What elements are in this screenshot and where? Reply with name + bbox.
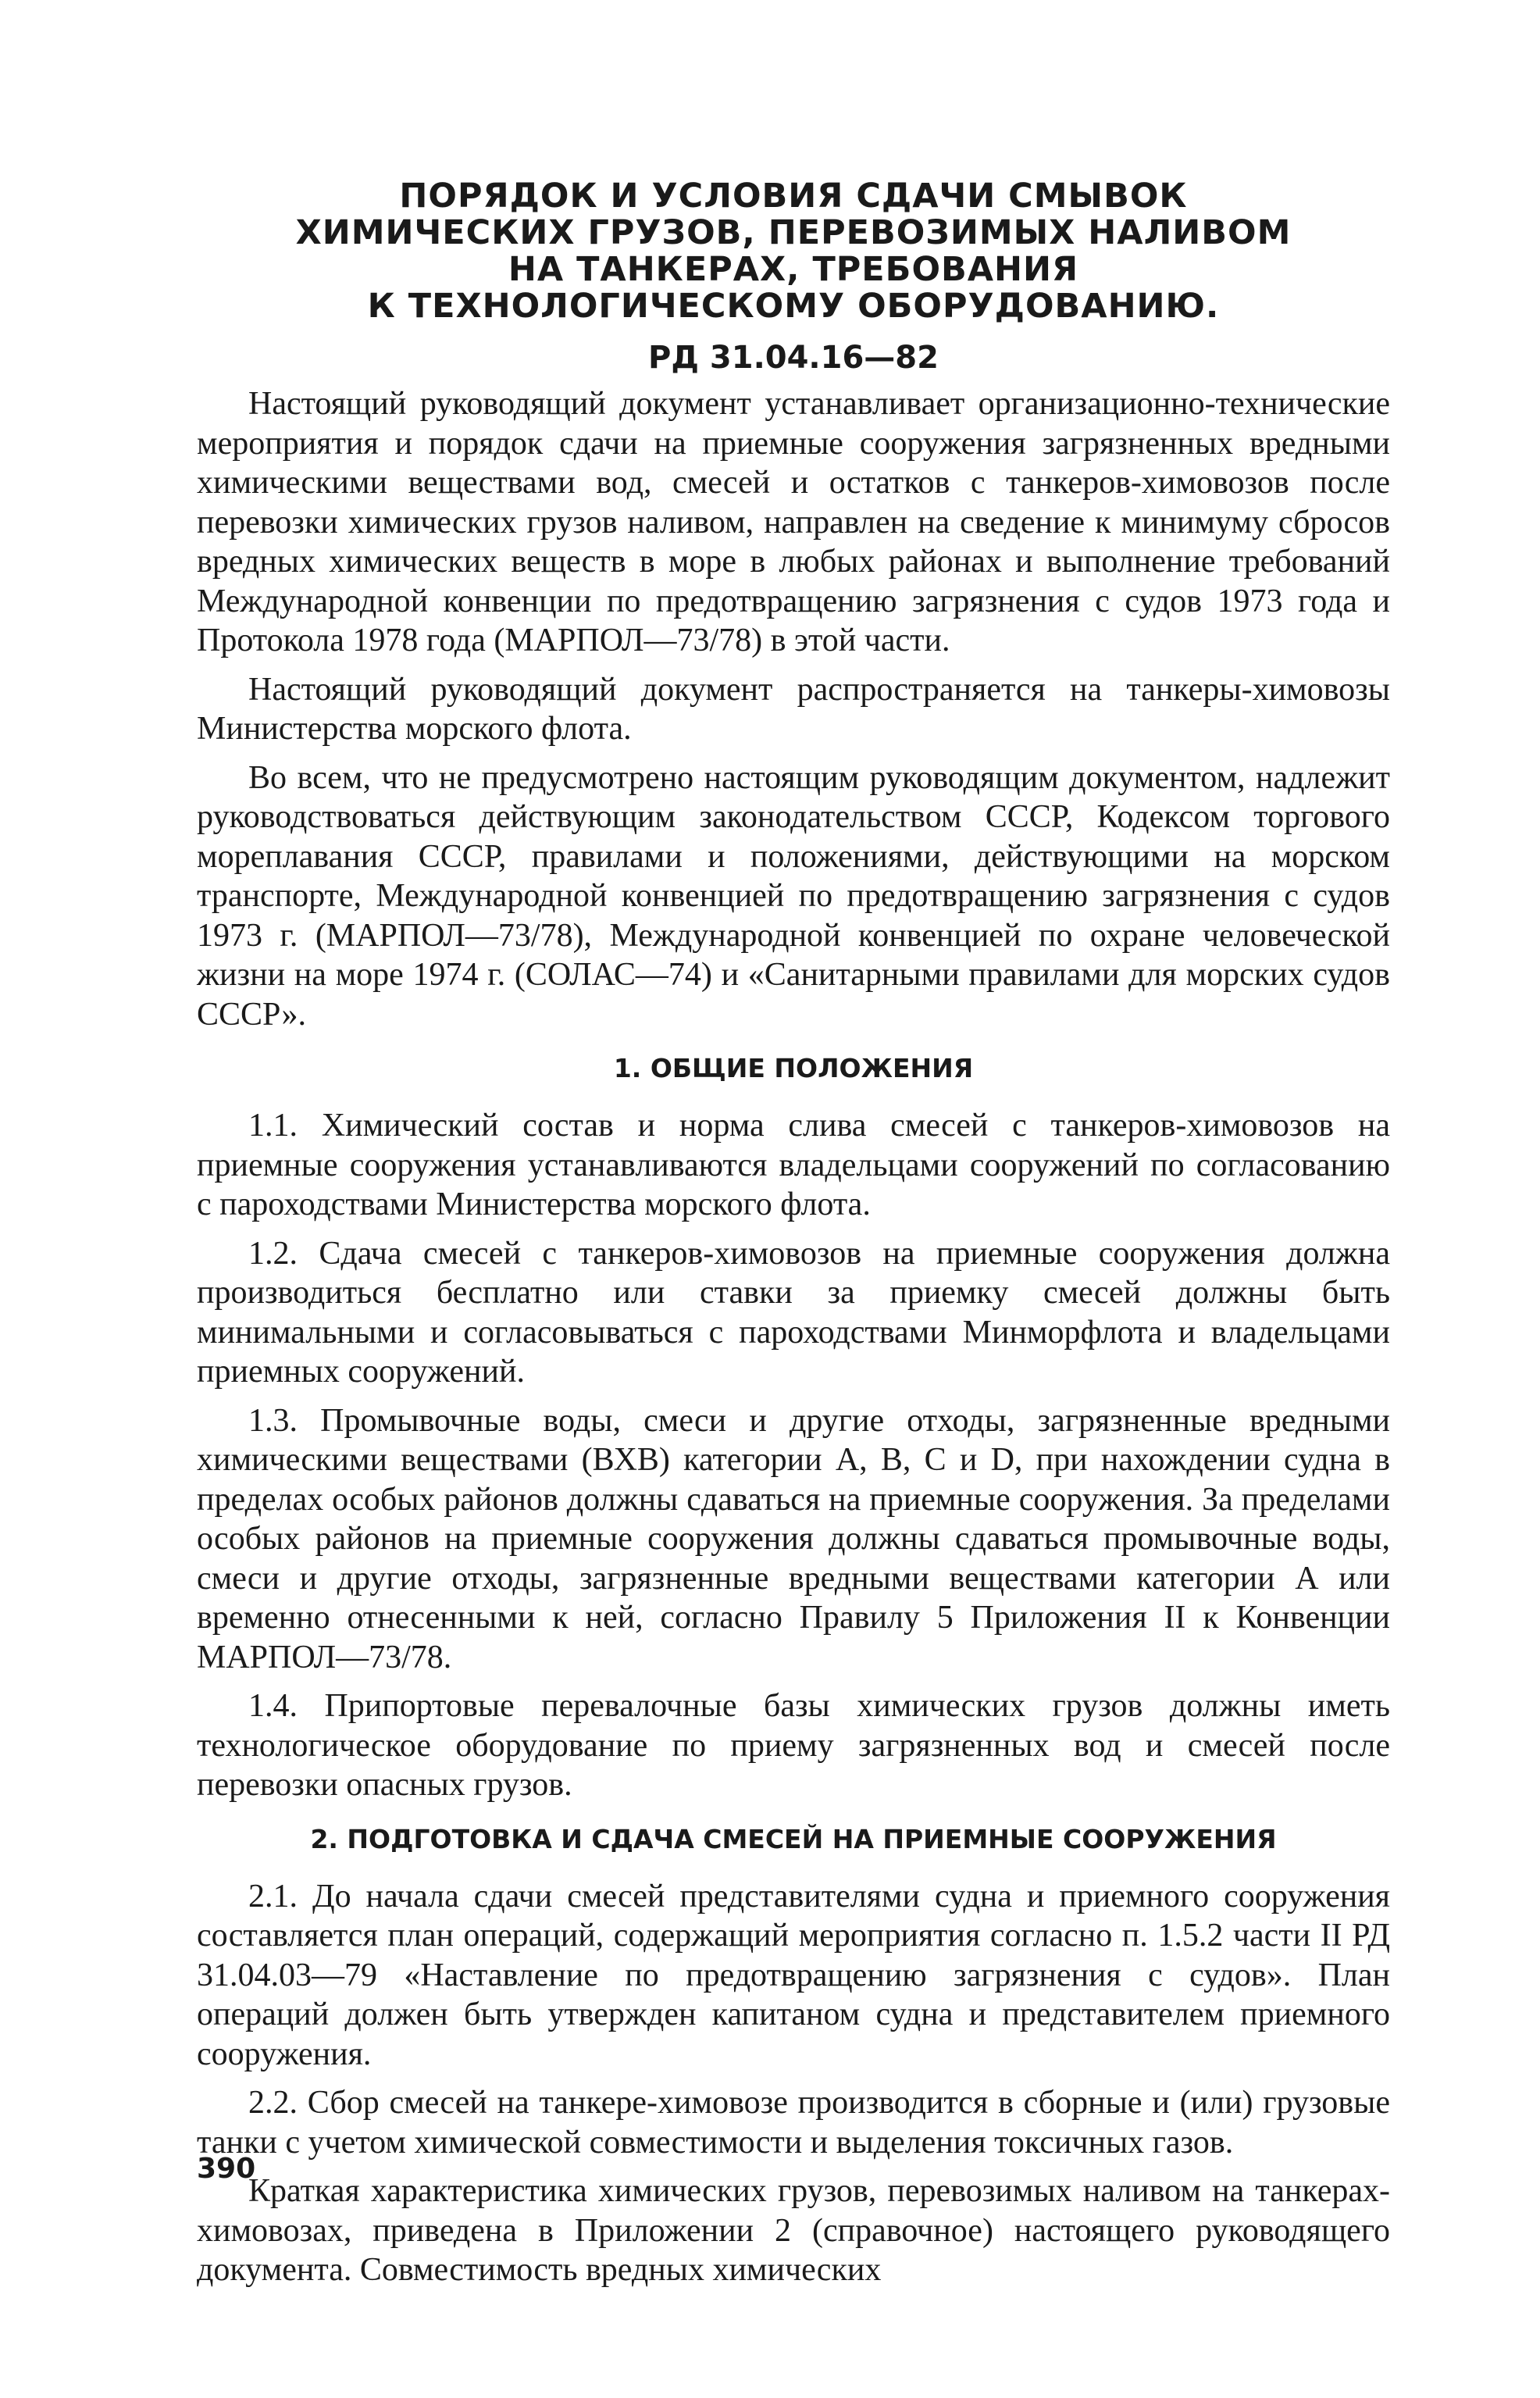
paragraph-2-1: 2.1. До начала сдачи смесей представителями судна и приемного сооружения составляется план операций, содержащий мероприятия согласно п. 1.5.2 части II РД 31.04.03—79 «Наставление по предотвращению загрязнения с судов». План операций должен быть утвержден капитаном судна и представителем приемного сооружения. <box>197 1878 1390 2072</box>
intro-paragraph-2: Настоящий руководящий документ распространяется на танкеры-химовозы Министерства морского флота. <box>197 671 1390 747</box>
title-line-4: К ТЕХНОЛОГИЧЕСКОМУ ОБОРУДОВАНИЮ. <box>367 287 1220 326</box>
paragraph-1-4: 1.4. Припортовые перевалочные базы химических грузов должны иметь технологическое оборудование по приему загрязненных вод и смесей после перевозки опасных грузов. <box>197 1688 1390 1803</box>
section-1-heading: 1. ОБЩИЕ ПОЛОЖЕНИЯ <box>613 1053 974 1083</box>
paragraph-1-2: 1.2. Сдача смесей с танкеров-химовозов на приемные сооружения должна производиться бесплатно или ставки за приемку смесей должны быть минимальными и согласовываться с пароходствами Минморфлота и владельцами приемных сооружений. <box>197 1235 1390 1390</box>
intro-paragraph-3: Во всем, что не предусмотрено настоящим руководящим документом, надлежит руководствоваться действующим законодательством СССР, Кодексом торгового мореплавания СССР, правилами и положениями, действующими на морском транспорте, Международной конвенцией по предотвращению загрязнения с судов 1973 г. (МАРПОЛ—73/78), Международной конвенцией по охране человеческой жизни на море 1974 г. (СОЛАС—74) и «Санитарными правилами для морских судов СССР». <box>197 759 1390 1033</box>
section-2-heading: 2. ПОДГОТОВКА И СДАЧА СМЕСЕЙ НА ПРИЕМНЫЕ СООРУЖЕНИЯ <box>310 1823 1277 1854</box>
document-title <box>197 178 1390 325</box>
paragraph-1-1: 1.1. Химический состав и норма слива смесей с танкеров-химовозов на приемные сооружения устанавливаются владельцами сооружений по согласованию с пароходствами Министерства морского флота. <box>197 1108 1390 1222</box>
document-page <box>197 178 1390 2300</box>
title-line-2: ХИМИЧЕСКИХ ГРУЗОВ, ПЕРЕВОЗИМЫХ НАЛИВОМ <box>295 213 1292 252</box>
title-line-3: НА ТАНКЕРАХ, ТРЕБОВАНИЯ <box>508 250 1079 289</box>
paragraph-2-2: 2.2. Сбор смесей на танкере-химовозе производится в сборные и (или) грузовые танки с учетом химической совместимости и выделения токсичных газов. <box>197 2085 1390 2161</box>
paragraph-2-3: Краткая характеристика химических грузов, перевозимых наливом на танкерах-химовозах, приведена в Приложении 2 (справочное) настоящего руководящего документа. Совместимость вредных химических <box>197 2173 1390 2288</box>
paragraph-1-3: 1.3. Промывочные воды, смеси и другие отходы, загрязненные вредными химическими веществами (ВХВ) категории А, В, С и D, при нахождении судна в пределах особых районов должны сдаваться на приемные сооружения. За пределами особых районов на приемные сооружения должны сдаваться промывочные воды, смеси и другие отходы, загрязненные вредными веществами категории А или временно отнесенными к ней, согласно Правилу 5 Приложения II к Конвенции МАРПОЛ—73/78. <box>197 1402 1390 1675</box>
intro-paragraph-1: Настоящий руководящий документ устанавливает организационно-технические мероприятия и порядок сдачи на приемные сооружения загрязненных вредными химическими веществами вод, смесей и остатков с танкеров-химовозов после перевозки химических грузов наливом, направлен на сведение к минимуму сбросов вредных химических веществ в море в любых районах и выполнение требований Международной конвенции по предотвращению загрязнения с судов 1973 года и Протокола 1978 года (МАРПОЛ—73/78) в этой части. <box>197 386 1390 658</box>
page-number: 390 <box>197 2153 256 2185</box>
title-line-1: ПОРЯДОК И УСЛОВИЯ СДАЧИ СМЫВОК <box>399 177 1188 216</box>
document-code: РД 31.04.16—82 <box>648 340 939 376</box>
